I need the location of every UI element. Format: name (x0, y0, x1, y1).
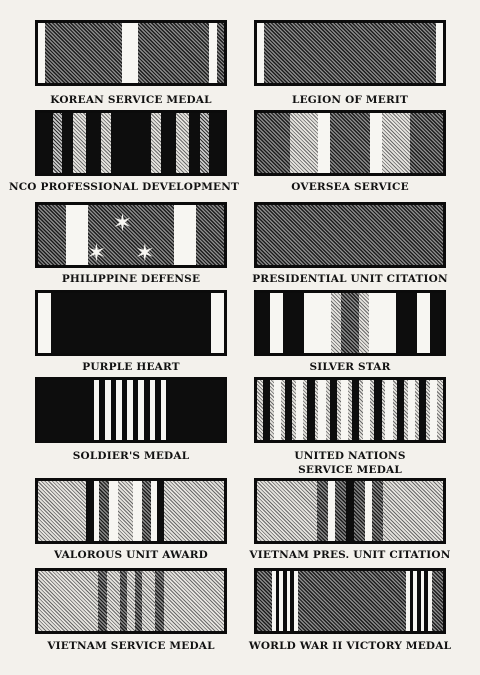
ribbon-united-nations (254, 377, 446, 443)
ribbon-stripe (109, 481, 118, 541)
ribbon-label-line: PURPLE HEART (82, 361, 180, 373)
ribbon-label-line: UNITED NATIONS (294, 450, 406, 462)
ribbon-stripe (352, 380, 359, 440)
ribbon-stripe (161, 380, 167, 440)
ribbon-purple-heart (35, 290, 227, 356)
ribbon-label-line: PHILIPPINE DEFENSE (61, 273, 201, 285)
ribbon-stripe (38, 293, 51, 353)
ribbon-label-presidential-unit-citation (244, 272, 456, 286)
ribbon-soldier-s-medal (35, 377, 227, 443)
ribbon-label-soldier-s-medal (35, 449, 227, 463)
ribbon-stripe (363, 380, 370, 440)
ribbon-stripe (290, 113, 318, 173)
ribbon-stripe (436, 23, 443, 83)
ribbon-stripe (274, 380, 281, 440)
ribbon-label-legion-of-merit (254, 93, 446, 107)
ribbon-label-line: NCO PROFESSIONAL DEVELOPMENT (8, 181, 240, 193)
ribbon-stripe (354, 481, 365, 541)
ribbon-stripe (263, 380, 270, 440)
ribbon-stripe (99, 481, 108, 541)
ribbon-stripe (120, 571, 127, 631)
star-icon: ✶ (112, 209, 133, 237)
ribbon-label-line: SERVICE MEDAL (298, 464, 402, 476)
ribbon-stripe (369, 293, 397, 353)
ribbon-label-nco-professional-development (0, 180, 248, 194)
ribbon-stripe (417, 293, 430, 353)
ribbon-stripe (176, 113, 189, 173)
ribbon-label-vietnam-pres-unit-citation (244, 548, 456, 562)
ribbon-stripe (372, 481, 383, 541)
ribbon-label-silver-star (254, 360, 446, 374)
ribbon-stripe (270, 293, 283, 353)
ribbon-stripe (150, 380, 156, 440)
ribbon-stripe (86, 113, 101, 173)
ribbon-stripe (341, 380, 348, 440)
ribbon-valorous-unit-award (35, 478, 227, 544)
ribbon-stripe (307, 380, 314, 440)
ribbon-presidential-unit-citation (254, 202, 446, 268)
ribbon-label-line: LEGION OF MERIT (292, 94, 408, 106)
ribbon-stripe (127, 571, 134, 631)
ribbon-oversea-service (254, 110, 446, 176)
ribbon-label-line: PRESIDENTIAL UNIT CITATION (252, 273, 448, 285)
ribbon-stripe (346, 481, 353, 541)
ribbon-stripe (257, 23, 264, 83)
ribbon-stripe (211, 293, 224, 353)
ribbon-stripe (73, 113, 86, 173)
ribbon-stripe (328, 481, 335, 541)
ribbon-stripe (138, 380, 144, 440)
ribbon-stripe (341, 293, 360, 353)
ribbon-label-line: VIETNAM SERVICE MEDAL (47, 640, 215, 652)
ribbon-stripe (330, 113, 371, 173)
ribbon-label-line: OVERSEA SERVICE (291, 181, 409, 193)
ribbon-label-line: SOLDIER'S MEDAL (72, 450, 190, 462)
ribbon-stripe (142, 571, 155, 631)
ribbon-stripe (62, 113, 73, 173)
ribbon-stripe (142, 481, 151, 541)
ribbon-stripe (155, 571, 164, 631)
ribbon-stripe (365, 481, 372, 541)
ribbon-label-line: VALOROUS UNIT AWARD (54, 549, 208, 561)
ribbon-stripe (174, 205, 196, 265)
star-icon: ✶ (134, 239, 155, 267)
ribbon-stripe (408, 380, 415, 440)
ribbon-stripe (161, 113, 176, 173)
ribbon-stripe (107, 571, 120, 631)
ribbon-stripe (118, 481, 133, 541)
ribbon-vietnam-pres-unit-citation (254, 478, 446, 544)
ribbon-stripe (419, 380, 426, 440)
ribbon-stripe (382, 113, 410, 173)
ribbon-stripe (385, 380, 392, 440)
ribbon-stripe (105, 380, 111, 440)
ribbon-label-line: VIETNAM PRES. UNIT CITATION (249, 549, 451, 561)
ribbon-stripe (359, 293, 368, 353)
ribbon-stripe (94, 380, 100, 440)
ribbon-world-war-ii-victory-medal (254, 568, 446, 634)
ribbon-philippine-defense (35, 202, 227, 268)
ribbon-stripe (116, 380, 122, 440)
ribbon-stripe (133, 481, 142, 541)
ribbon-stripe (335, 481, 346, 541)
ribbon-stripe (294, 571, 298, 631)
ribbon-stripe (98, 571, 107, 631)
ribbon-label-philippine-defense (35, 272, 227, 286)
ribbon-stripe (370, 113, 381, 173)
ribbon-stripe (38, 23, 45, 83)
ribbon-stripe (127, 380, 133, 440)
ribbon-stripe (200, 113, 209, 173)
ribbon-stripe (122, 23, 139, 83)
ribbon-stripe (53, 113, 62, 173)
ribbon-stripe (101, 113, 110, 173)
ribbon-nco-professional-development (35, 110, 227, 176)
ribbon-stripe (317, 481, 328, 541)
ribbon-label-oversea-service (254, 180, 446, 194)
ribbon-stripe (285, 380, 292, 440)
ribbon-stripe (374, 380, 381, 440)
star-icon: ✶ (86, 239, 107, 267)
ribbon-stripe (189, 113, 200, 173)
ribbon-stripe (428, 571, 432, 631)
ribbon-stripe (318, 113, 329, 173)
ribbon-silver-star (254, 290, 446, 356)
ribbon-stripe (135, 571, 142, 631)
ribbon-stripe (86, 481, 93, 541)
ribbon-stripe (66, 205, 88, 265)
ribbon-label-purple-heart (35, 360, 227, 374)
ribbon-legion-of-merit (254, 20, 446, 86)
ribbon-label-korean-service-medal (35, 93, 227, 107)
ribbon-label-world-war-ii-victory-medal (244, 639, 456, 653)
ribbon-stripe (397, 380, 404, 440)
ribbon-stripe (330, 380, 337, 440)
ribbon-label-united-nations (254, 449, 446, 477)
ribbon-stripe (296, 380, 303, 440)
ribbon-stripe (304, 293, 332, 353)
ribbon-korean-service-medal (35, 20, 227, 86)
ribbon-label-line: WORLD WAR II VICTORY MEDAL (248, 640, 452, 652)
ribbon-label-line: KOREAN SERVICE MEDAL (50, 94, 212, 106)
ribbon-stripe (318, 380, 325, 440)
ribbon-label-valorous-unit-award (35, 548, 227, 562)
ribbon-stripe (157, 481, 164, 541)
ribbon-vietnam-service-medal (35, 568, 227, 634)
ribbon-stripe (151, 113, 160, 173)
ribbon-stripe (331, 293, 340, 353)
ribbon-stripe (111, 113, 152, 173)
ribbon-label-line: SILVER STAR (309, 361, 391, 373)
ribbon-label-vietnam-service-medal (35, 639, 227, 653)
ribbon-stripe (430, 380, 437, 440)
ribbon-stripe (209, 23, 216, 83)
